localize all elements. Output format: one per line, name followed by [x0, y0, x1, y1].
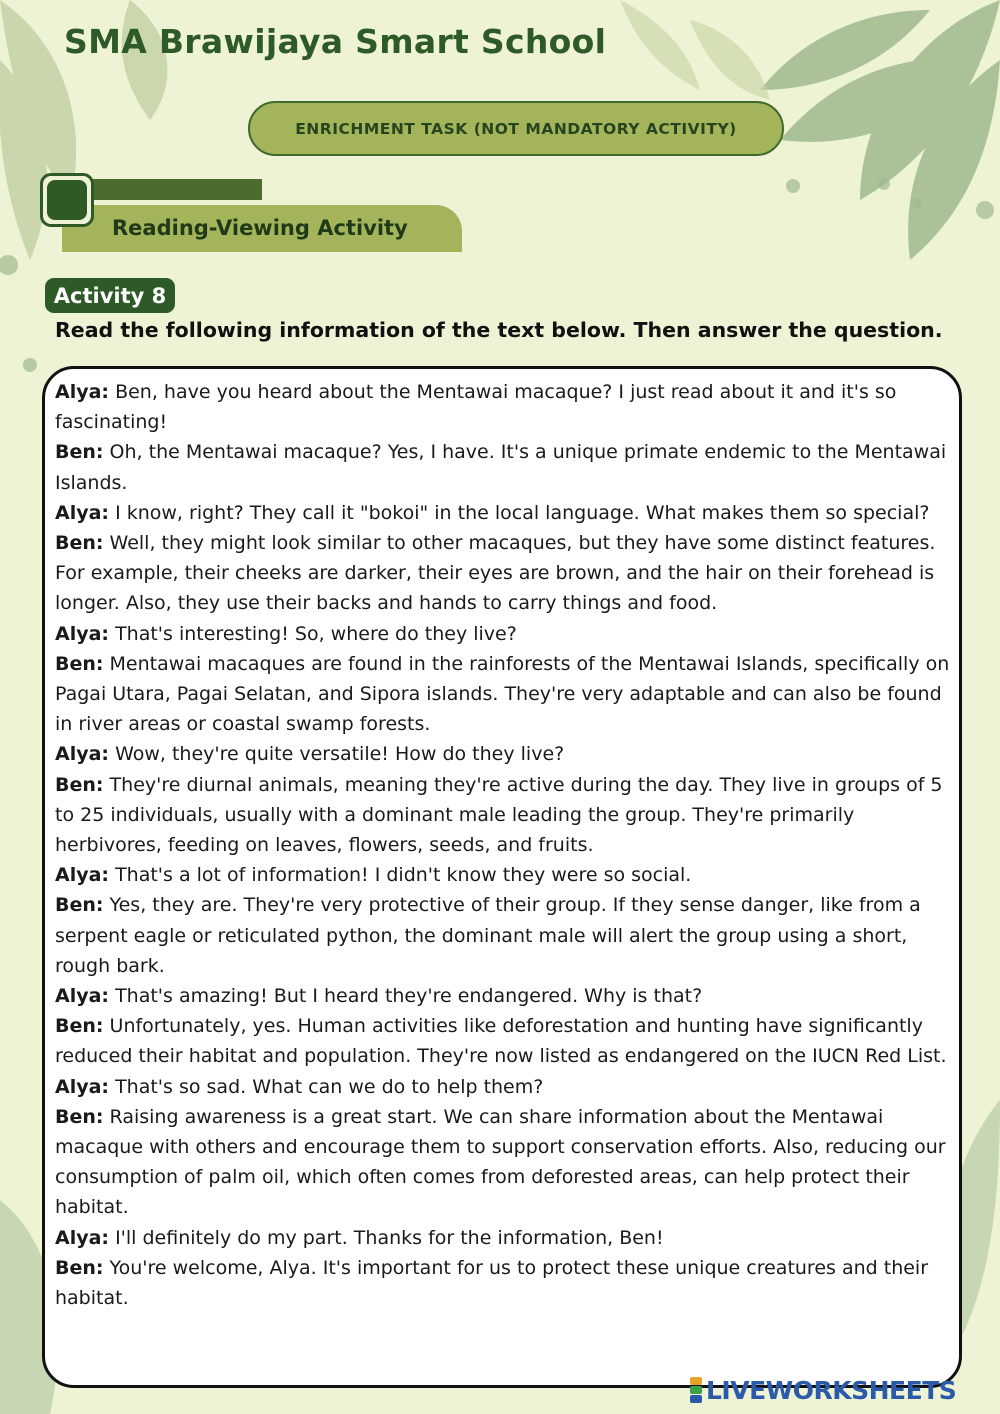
line-text: They're diurnal animals, meaning they're active during the day. They live in groups of 5 to 25 individuals, usually with a dominant male leading the group. They're primarily herbivores, feeding on leaves, flowers, seeds, and fruits.: [55, 773, 943, 857]
speaker-name: Ben:: [55, 441, 104, 464]
speaker-name: Alya:: [55, 1226, 110, 1249]
speaker-name: Alya:: [55, 743, 110, 766]
dialogue-line: [55, 1072, 955, 1102]
enrichment-task-label: ENRICHMENT TASK (NOT MANDATORY ACTIVITY): [248, 101, 784, 156]
activity-instruction: Read the following information of the text below. Then answer the question.: [55, 318, 943, 342]
section-marker-icon: [47, 180, 87, 220]
dialogue-line: [55, 377, 955, 437]
speaker-name: Ben:: [55, 1105, 104, 1128]
speaker-name: Alya:: [55, 622, 110, 645]
line-text: I know, right? They call it "bokoi" in the local language. What makes them so special?: [109, 501, 930, 524]
line-text: Raising awareness is a great start. We can share information about the Mentawai macaque with others and encourage them to support conservation efforts. Also, reducing our consumption of palm oil, which often comes from deforested areas, can help protect their habitat.: [55, 1105, 946, 1219]
liveworksheets-logo[interactable]: [690, 1374, 956, 1406]
line-text: That's a lot of information! I didn't know they were so social.: [109, 864, 692, 887]
dialogue-line: [55, 739, 955, 769]
dialogue-line: [55, 1253, 955, 1313]
dialogue-line: [55, 619, 955, 649]
liveworksheets-brand: LIVEWORKSHEETS: [706, 1375, 957, 1405]
line-text: Oh, the Mentawai macaque? Yes, I have. It's a unique primate endemic to the Mentawai Islands.: [55, 441, 947, 494]
speaker-name: Ben:: [55, 894, 104, 917]
line-text: That's amazing! But I heard they're endangered. Why is that?: [109, 985, 703, 1008]
dialogue-line: [55, 981, 955, 1011]
dialogue-line: [55, 649, 955, 740]
dialogue-line: [55, 498, 955, 528]
line-text: That's interesting! So, where do they live?: [109, 622, 517, 645]
speaker-name: Alya:: [55, 501, 110, 524]
speaker-name: Ben:: [55, 532, 104, 555]
line-text: Ben, have you heard about the Mentawai macaque? I just read about it and it's so fascinating!: [55, 381, 897, 434]
line-text: Mentawai macaques are found in the rainforests of the Mentawai Islands, specifically on Pagai Utara, Pagai Selatan, and Sipora islands. They're very adaptable and can also be found in river areas or coastal swamp forests.: [55, 652, 950, 736]
speaker-name: Alya:: [55, 1075, 110, 1098]
speaker-name: Ben:: [55, 1256, 104, 1279]
line-text: That's so sad. What can we do to help them?: [109, 1075, 544, 1098]
speaker-name: Alya:: [55, 381, 110, 403]
dialogue-line: [55, 890, 955, 981]
speaker-name: Alya:: [55, 864, 110, 887]
speaker-name: Ben:: [55, 1015, 104, 1038]
dialogue-line: [55, 1223, 955, 1253]
line-text: You're welcome, Alya. It's important for us to protect these unique creatures and their habitat.: [55, 1256, 929, 1310]
line-text: Well, they might look similar to other macaques, but they have some distinct features. For example, their cheeks are darker, their eyes are brown, and the hair on their forehead is longer. Also, they use their backs and hands to carry things and food.: [55, 532, 936, 615]
line-text: Wow, they're quite versatile! How do they live?: [109, 743, 565, 766]
dialogue-line: [55, 1011, 955, 1071]
speaker-name: Ben:: [55, 652, 104, 675]
dialogue-line: [55, 770, 955, 861]
line-text: Unfortunately, yes. Human activities like deforestation and hunting have significantly reduced their habitat and population. They're now listed as endangered on the IUCN Red List.: [55, 1015, 947, 1068]
line-text: I'll definitely do my part. Thanks for the information, Ben!: [109, 1226, 664, 1249]
school-name: SMA Brawijaya Smart School: [64, 22, 607, 61]
dialogue-line: [55, 860, 955, 890]
activity-badge: Activity 8: [45, 278, 175, 313]
dialogue-line: [55, 1102, 955, 1223]
dialogue-text: [55, 377, 955, 1313]
speaker-name: Ben:: [55, 773, 104, 796]
speaker-name: Alya:: [55, 985, 110, 1008]
section-title: Reading-Viewing Activity: [112, 216, 408, 240]
liveworksheets-icon: [690, 1377, 702, 1403]
dialogue-line: [55, 437, 955, 497]
line-text: Yes, they are. They're very protective of their group. If they sense danger, like from a serpent eagle or reticulated python, the dominant male will alert the group using a short, rough bark.: [55, 894, 921, 977]
dialogue-line: [55, 528, 955, 619]
